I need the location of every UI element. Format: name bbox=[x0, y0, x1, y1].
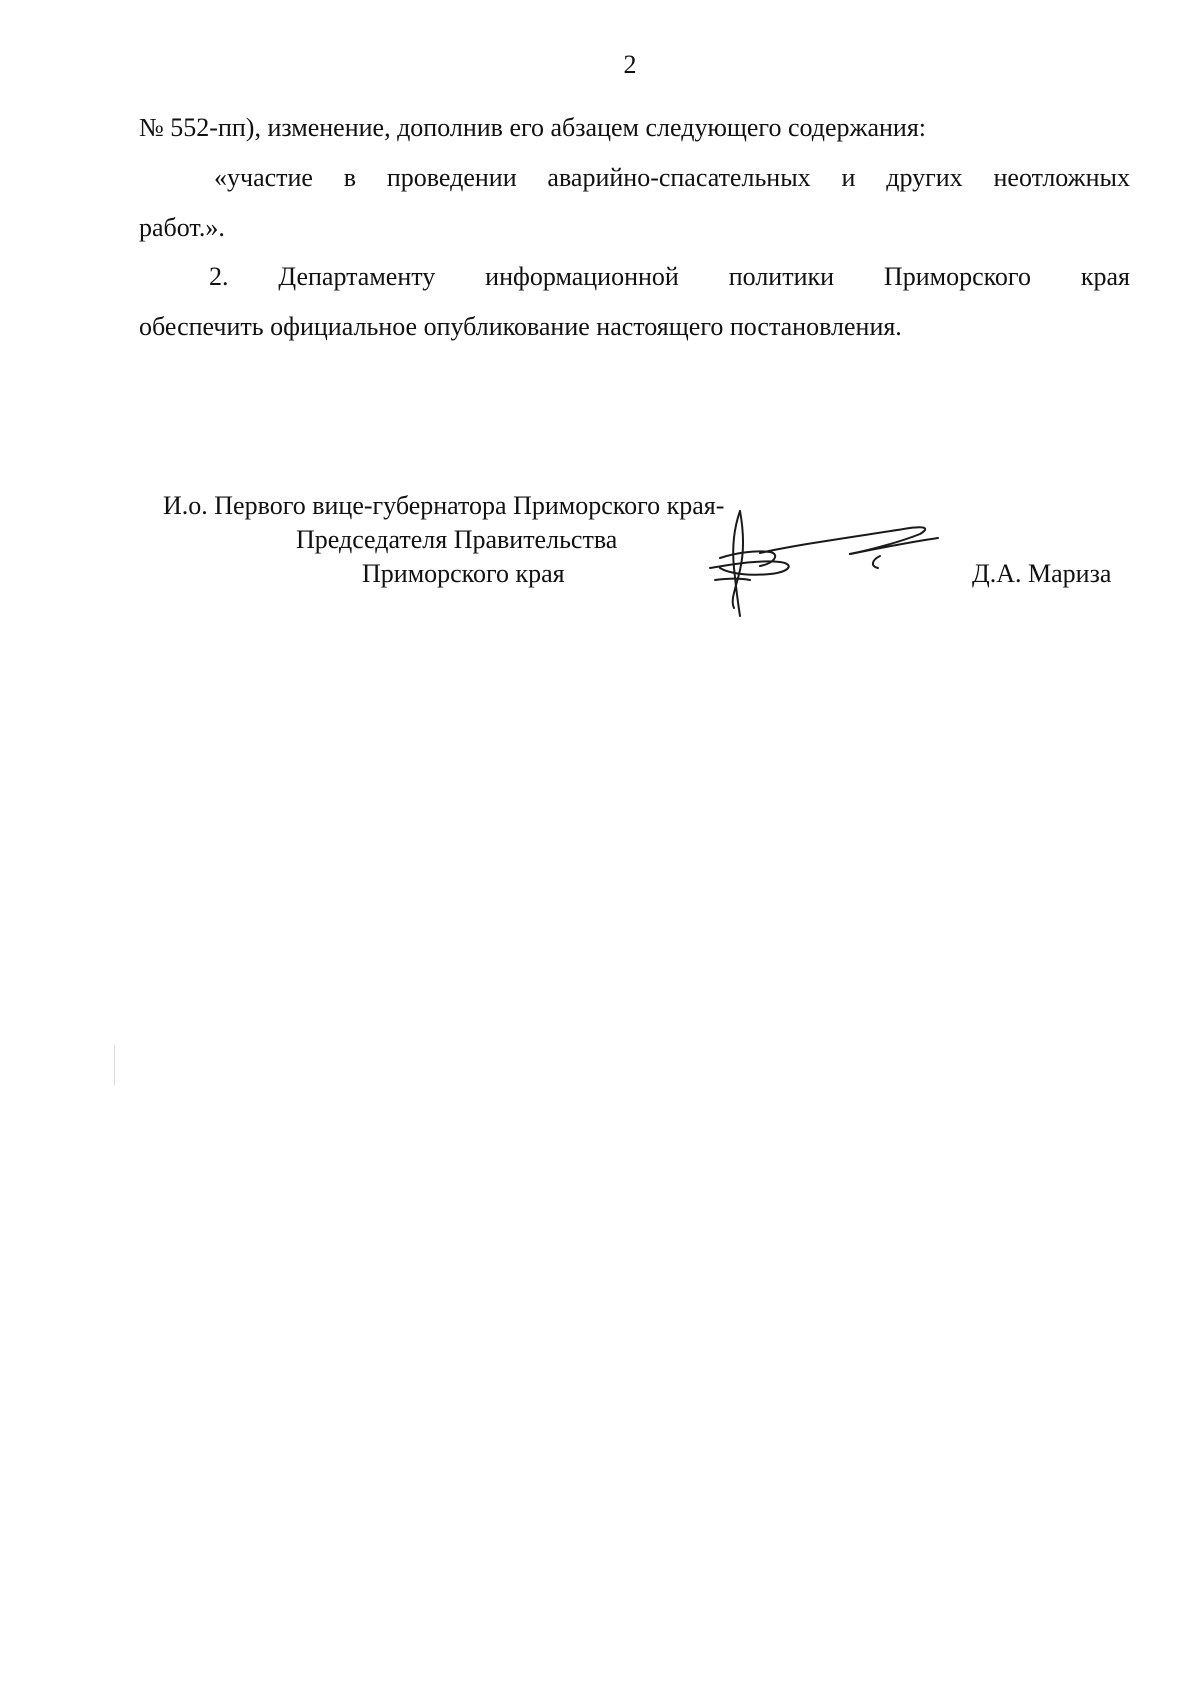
handwritten-signature bbox=[700, 508, 950, 618]
signer-position-line-3: Приморского края bbox=[362, 559, 565, 588]
page-number: 2 bbox=[623, 50, 637, 79]
quote-line-2: работ.». bbox=[139, 213, 225, 242]
item-2-paragraph bbox=[139, 262, 1130, 292]
item-2-line-2: обеспечить официальное опубликование настоящего постановления. bbox=[139, 312, 902, 341]
paragraph-line-reference: № 552-пп), изменение, дополнив его абзацем следующего содержания: bbox=[139, 113, 927, 142]
scan-artifact bbox=[114, 1045, 115, 1085]
quote-line-1: «участие в проведении аварийно-спасательных и других неотложных bbox=[214, 163, 1130, 192]
signer-position-line-2: Председателя Правительства bbox=[296, 525, 618, 554]
quoted-paragraph bbox=[139, 163, 1130, 193]
signer-name: Д.А. Мариза bbox=[972, 559, 1112, 588]
signer-position-line-1: И.о. Первого вице-губернатора Приморского края- bbox=[163, 491, 725, 520]
item-2-line-1: 2. Департаменту информационной политики Приморского края bbox=[209, 262, 1130, 291]
